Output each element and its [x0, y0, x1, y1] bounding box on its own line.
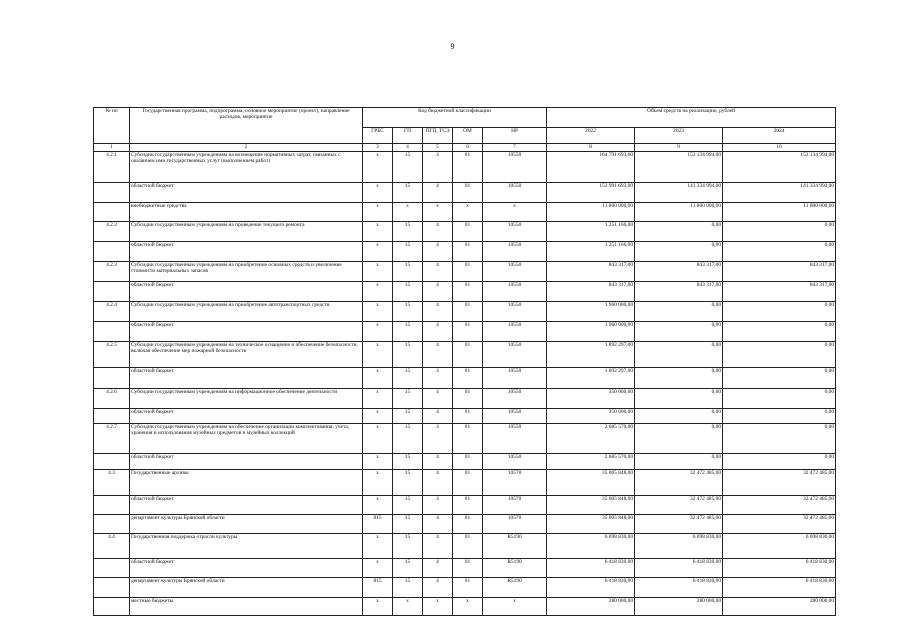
row-name: департамент культуры Брянской области: [130, 515, 363, 534]
row-gp: 15: [393, 342, 423, 368]
header-2024: 2024: [723, 128, 836, 144]
row-grbs: 815: [363, 515, 393, 534]
header-name: Государственная программа, подпрограмма, основное мероприятие (проект), направление расходов, мероприятие: [130, 108, 363, 144]
row-value-2022: 1 892 297,00: [547, 342, 635, 368]
row-value-2023: 32 472 485,00: [635, 515, 723, 534]
header-code-group: Код бюджетной классификации: [363, 108, 547, 128]
row-name: областной бюджет: [130, 183, 363, 203]
header-nr: НР: [483, 128, 547, 144]
row-value-2024: 0,00: [723, 409, 836, 424]
row-pgp: 4: [423, 534, 453, 559]
row-grbs: x: [363, 262, 393, 282]
table-row: [94, 409, 836, 424]
table-row: [94, 282, 836, 302]
row-value-2022: 35 005 848,00: [547, 496, 635, 515]
row-value-2024: 6 418 830,00: [723, 559, 836, 578]
row-pgp: 4: [423, 342, 453, 368]
table-row: [94, 534, 836, 559]
row-pgp: x: [423, 598, 453, 616]
header-gp: ГП: [393, 128, 423, 144]
row-pgp: 4: [423, 578, 453, 598]
row-pgp: 4: [423, 262, 453, 282]
row-number: [94, 409, 130, 424]
row-gp: 15: [393, 152, 423, 183]
row-value-2024: 0,00: [723, 322, 836, 342]
header-pgp: ПГП, ТСЭ: [423, 128, 453, 144]
row-number: [94, 282, 130, 302]
row-value-2023: 153 134 994,00: [635, 152, 723, 183]
row-name: Субсидии государственным учреждениям на проведение текущего ремонта: [130, 222, 363, 242]
row-nr: 10550: [483, 282, 547, 302]
row-gp: 15: [393, 322, 423, 342]
row-value-2024: 0,00: [723, 424, 836, 454]
row-value-2023: 0,00: [635, 368, 723, 389]
row-value-2024: 32 472 485,00: [723, 470, 836, 496]
row-value-2022: 2 685 570,00: [547, 454, 635, 470]
row-number: 4.2.3: [94, 262, 130, 282]
table-row: [94, 470, 836, 496]
row-gp: 15: [393, 424, 423, 454]
row-nr: 10550: [483, 222, 547, 242]
row-om: 01: [453, 578, 483, 598]
table-row: [94, 183, 836, 203]
header-num: № пп: [94, 108, 130, 144]
row-name: Субсидии государственным учреждениям на приобретение автотранспортных средств: [130, 302, 363, 322]
row-value-2022: 35 005 848,00: [547, 470, 635, 496]
row-pgp: 4: [423, 302, 453, 322]
row-value-2024: 32 472 485,00: [723, 515, 836, 534]
row-pgp: x: [423, 203, 453, 222]
row-gp: 15: [393, 242, 423, 262]
row-name: департамент культуры Брянской области: [130, 578, 363, 598]
row-number: 4.2.2: [94, 222, 130, 242]
row-nr: 10570: [483, 515, 547, 534]
table-row: [94, 242, 836, 262]
row-name: внебюджетные средства: [130, 203, 363, 222]
row-value-2022: 2 685 570,00: [547, 424, 635, 454]
row-gp: x: [393, 203, 423, 222]
row-number: 4.2.1: [94, 152, 130, 183]
row-pgp: 4: [423, 282, 453, 302]
row-value-2023: 843 317,00: [635, 282, 723, 302]
colnum-4: 4: [393, 144, 423, 152]
row-nr: R5190: [483, 578, 547, 598]
row-nr: 10570: [483, 496, 547, 515]
table-row: [94, 203, 836, 222]
row-value-2023: 6 418 830,00: [635, 578, 723, 598]
row-grbs: x: [363, 342, 393, 368]
row-value-2023: 280 000,00: [635, 598, 723, 616]
row-number: [94, 368, 130, 389]
row-number: [94, 598, 130, 616]
row-value-2024: 11 800 000,00: [723, 203, 836, 222]
row-number: [94, 322, 130, 342]
row-om: 01: [453, 559, 483, 578]
row-pgp: 4: [423, 389, 453, 409]
row-value-2023: 0,00: [635, 389, 723, 409]
row-grbs: x: [363, 559, 393, 578]
row-value-2024: 0,00: [723, 342, 836, 368]
row-name: областной бюджет: [130, 496, 363, 515]
row-gp: 15: [393, 534, 423, 559]
row-nr: x: [483, 203, 547, 222]
row-value-2024: 0,00: [723, 242, 836, 262]
row-name: Субсидии государственным учреждениям на возмещение нормативных затрат, связанных с оказанием ими государственных услуг (выполнением работ): [130, 152, 363, 183]
header-volume-group: Объем средств на реализацию, рублей: [547, 108, 836, 128]
row-grbs: 815: [363, 578, 393, 598]
table-row: [94, 152, 836, 183]
row-value-2023: 0,00: [635, 409, 723, 424]
row-number: [94, 203, 130, 222]
row-value-2022: 1 960 000,00: [547, 302, 635, 322]
row-om: 01: [453, 222, 483, 242]
row-pgp: 4: [423, 368, 453, 389]
row-number: [94, 578, 130, 598]
row-om: 01: [453, 302, 483, 322]
row-grbs: x: [363, 183, 393, 203]
row-gp: 15: [393, 578, 423, 598]
row-number: [94, 559, 130, 578]
row-gp: x: [393, 598, 423, 616]
row-gp: 15: [393, 389, 423, 409]
row-number: [94, 242, 130, 262]
row-value-2022: 1 892 297,00: [547, 368, 635, 389]
row-pgp: 4: [423, 322, 453, 342]
row-gp: 15: [393, 470, 423, 496]
row-pgp: 4: [423, 496, 453, 515]
table-row: [94, 424, 836, 454]
row-number: [94, 496, 130, 515]
row-pgp: 4: [423, 454, 453, 470]
colnum-10: 10: [723, 144, 836, 152]
row-value-2023: 141 334 994,00: [635, 183, 723, 203]
row-nr: 10550: [483, 152, 547, 183]
row-nr: 10550: [483, 454, 547, 470]
row-value-2022: 152 991 693,00: [547, 183, 635, 203]
row-value-2024: 141 334 994,00: [723, 183, 836, 203]
row-nr: 10550: [483, 183, 547, 203]
row-value-2024: 0,00: [723, 222, 836, 242]
row-pgp: 4: [423, 152, 453, 183]
row-om: 01: [453, 242, 483, 262]
row-gp: 15: [393, 368, 423, 389]
row-value-2022: 280 000,00: [547, 598, 635, 616]
row-value-2023: 0,00: [635, 342, 723, 368]
row-value-2024: 843 317,00: [723, 262, 836, 282]
colnum-6: 6: [453, 144, 483, 152]
row-gp: 15: [393, 302, 423, 322]
row-value-2024: 843 317,00: [723, 282, 836, 302]
table-row: [94, 262, 836, 282]
row-om: 01: [453, 515, 483, 534]
row-pgp: 4: [423, 470, 453, 496]
row-nr: 10570: [483, 470, 547, 496]
row-grbs: x: [363, 282, 393, 302]
colnum-9: 9: [635, 144, 723, 152]
colnum-7: 7: [483, 144, 547, 152]
row-nr: 10550: [483, 262, 547, 282]
row-gp: 15: [393, 183, 423, 203]
row-value-2024: 280 000,00: [723, 598, 836, 616]
row-value-2024: 32 472 485,00: [723, 496, 836, 515]
row-grbs: x: [363, 496, 393, 515]
row-om: 01: [453, 424, 483, 454]
table-row: [94, 515, 836, 534]
row-value-2022: 843 317,00: [547, 282, 635, 302]
row-value-2022: 1 960 000,00: [547, 322, 635, 342]
row-grbs: x: [363, 152, 393, 183]
table-row: [94, 598, 836, 616]
row-gp: 15: [393, 282, 423, 302]
row-name: Государственная поддержка отрасли культуры: [130, 534, 363, 559]
row-gp: 15: [393, 262, 423, 282]
row-value-2024: 0,00: [723, 389, 836, 409]
row-value-2022: 35 005 848,00: [547, 515, 635, 534]
row-nr: R5190: [483, 534, 547, 559]
row-value-2023: 32 472 485,00: [635, 470, 723, 496]
row-value-2024: 6 698 830,00: [723, 534, 836, 559]
row-number: 4.2.4: [94, 302, 130, 322]
row-nr: x: [483, 598, 547, 616]
colnum-3: 3: [363, 144, 393, 152]
row-grbs: x: [363, 409, 393, 424]
row-name: Государственные архивы: [130, 470, 363, 496]
table-row: [94, 389, 836, 409]
row-value-2023: 0,00: [635, 302, 723, 322]
table-row: [94, 302, 836, 322]
row-gp: 15: [393, 496, 423, 515]
row-om: 01: [453, 368, 483, 389]
row-grbs: x: [363, 389, 393, 409]
header-grbs: ГРБС: [363, 128, 393, 144]
row-name: местные бюджеты: [130, 598, 363, 616]
row-pgp: 4: [423, 559, 453, 578]
page-number: 9: [450, 42, 455, 51]
row-om: 01: [453, 534, 483, 559]
colnum-2: 2: [130, 144, 363, 152]
table-row: [94, 559, 836, 578]
row-grbs: x: [363, 222, 393, 242]
row-name: Субсидии государственным учреждениям на обеспечение организации комплектования, учета, хранения и использования музейных предметов и музейных коллекций: [130, 424, 363, 454]
row-gp: 15: [393, 409, 423, 424]
row-om: 01: [453, 322, 483, 342]
table-row: [94, 454, 836, 470]
row-om: 01: [453, 470, 483, 496]
row-pgp: 4: [423, 183, 453, 203]
row-value-2022: 6 698 830,00: [547, 534, 635, 559]
row-value-2023: 0,00: [635, 454, 723, 470]
row-value-2022: 350 000,00: [547, 389, 635, 409]
row-nr: R5190: [483, 559, 547, 578]
row-om: 01: [453, 262, 483, 282]
row-grbs: x: [363, 598, 393, 616]
row-value-2024: 0,00: [723, 454, 836, 470]
row-nr: 10550: [483, 342, 547, 368]
row-pgp: 4: [423, 242, 453, 262]
row-value-2024: 0,00: [723, 368, 836, 389]
row-value-2023: 6 418 830,00: [635, 559, 723, 578]
row-grbs: x: [363, 322, 393, 342]
row-name: областной бюджет: [130, 559, 363, 578]
row-om: x: [453, 203, 483, 222]
row-nr: 10550: [483, 409, 547, 424]
row-nr: 10550: [483, 302, 547, 322]
row-value-2023: 0,00: [635, 222, 723, 242]
row-value-2023: 0,00: [635, 322, 723, 342]
row-name: областной бюджет: [130, 454, 363, 470]
budget-table: [93, 107, 836, 616]
row-om: 01: [453, 282, 483, 302]
row-grbs: x: [363, 534, 393, 559]
row-value-2024: 0,00: [723, 302, 836, 322]
row-name: Субсидии государственным учреждениям на приобретение основных средств и увеличение стоимости материальных запасов: [130, 262, 363, 282]
table-row: [94, 496, 836, 515]
row-name: Субсидии государственным учреждениям на техническое оснащение и обеспечение безопасности, включая обеспечение мер пожарной безопасности: [130, 342, 363, 368]
row-value-2023: 32 472 485,00: [635, 496, 723, 515]
row-value-2023: 11 800 000,00: [635, 203, 723, 222]
row-number: 4.2.5: [94, 342, 130, 368]
header-om: ОМ: [453, 128, 483, 144]
row-value-2022: 1 251 166,00: [547, 222, 635, 242]
row-name: областной бюджет: [130, 409, 363, 424]
row-value-2022: 1 251 166,00: [547, 242, 635, 262]
row-name: Субсидии государственным учреждениям на информационное обеспечение деятельности: [130, 389, 363, 409]
row-nr: 10550: [483, 322, 547, 342]
row-value-2023: 6 698 830,00: [635, 534, 723, 559]
row-om: 01: [453, 496, 483, 515]
row-value-2022: 843 317,00: [547, 262, 635, 282]
row-value-2023: 0,00: [635, 242, 723, 262]
row-pgp: 4: [423, 515, 453, 534]
row-grbs: x: [363, 302, 393, 322]
row-gp: 15: [393, 515, 423, 534]
row-value-2022: 6 418 830,00: [547, 578, 635, 598]
table-row: [94, 342, 836, 368]
row-nr: 10550: [483, 242, 547, 262]
row-value-2023: 0,00: [635, 424, 723, 454]
row-grbs: x: [363, 242, 393, 262]
row-number: 4.2.7: [94, 424, 130, 454]
row-gp: 15: [393, 454, 423, 470]
table-row: [94, 368, 836, 389]
row-om: 01: [453, 454, 483, 470]
row-om: x: [453, 598, 483, 616]
table-body: [94, 152, 836, 616]
row-number: 4.4: [94, 534, 130, 559]
row-pgp: 4: [423, 424, 453, 454]
row-om: 01: [453, 183, 483, 203]
row-pgp: 4: [423, 409, 453, 424]
row-om: 01: [453, 389, 483, 409]
row-name: областной бюджет: [130, 322, 363, 342]
colnum-5: 5: [423, 144, 453, 152]
row-om: 01: [453, 342, 483, 368]
row-name: областной бюджет: [130, 368, 363, 389]
row-grbs: x: [363, 470, 393, 496]
row-om: 01: [453, 409, 483, 424]
row-value-2022: 350 000,00: [547, 409, 635, 424]
colnum-8: 8: [547, 144, 635, 152]
row-value-2022: 164 791 693,00: [547, 152, 635, 183]
row-number: 4.3: [94, 470, 130, 496]
row-grbs: x: [363, 368, 393, 389]
row-number: [94, 183, 130, 203]
row-number: 4.2.6: [94, 389, 130, 409]
row-nr: 10550: [483, 424, 547, 454]
row-gp: 15: [393, 222, 423, 242]
row-name: областной бюджет: [130, 282, 363, 302]
row-grbs: x: [363, 454, 393, 470]
row-om: 01: [453, 152, 483, 183]
colnum-1: 1: [94, 144, 130, 152]
table-row: [94, 222, 836, 242]
row-pgp: 4: [423, 222, 453, 242]
row-number: [94, 515, 130, 534]
row-nr: 10550: [483, 368, 547, 389]
row-value-2024: 153 134 994,00: [723, 152, 836, 183]
row-value-2022: 6 418 830,00: [547, 559, 635, 578]
row-nr: 10550: [483, 389, 547, 409]
table-row: [94, 578, 836, 598]
row-name: областной бюджет: [130, 242, 363, 262]
row-value-2022: 11 800 000,00: [547, 203, 635, 222]
table-row: [94, 322, 836, 342]
header-2022: 2022: [547, 128, 635, 144]
row-grbs: x: [363, 203, 393, 222]
row-gp: 15: [393, 559, 423, 578]
row-value-2024: 6 418 830,00: [723, 578, 836, 598]
row-value-2023: 843 317,00: [635, 262, 723, 282]
row-number: [94, 454, 130, 470]
row-grbs: x: [363, 424, 393, 454]
header-2023: 2023: [635, 128, 723, 144]
